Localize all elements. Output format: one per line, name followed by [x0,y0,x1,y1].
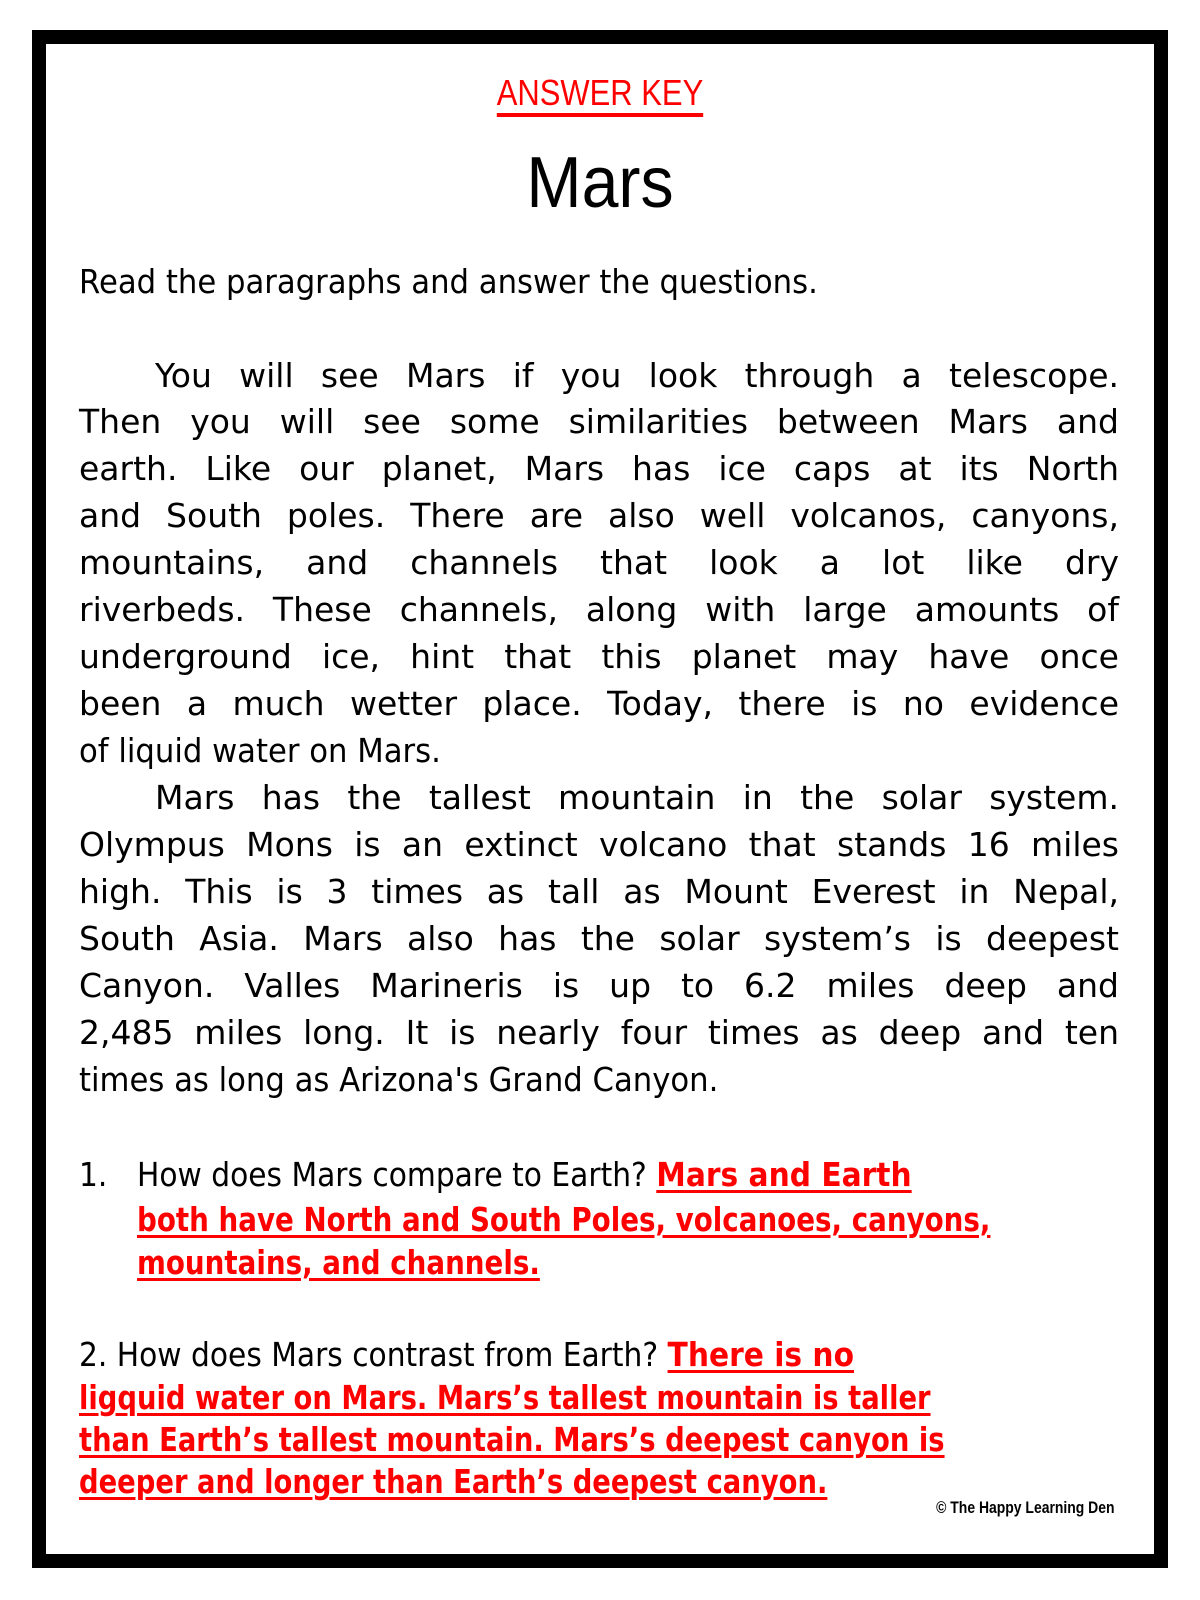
paragraph-line: underground ice, hint that this planet may have once [79,637,1119,676]
paragraph-line: high. This is 3 times as tall as Mount Everest in Nepal, [79,872,1119,911]
paragraph-line: riverbeds. These channels, along with large amounts of [79,590,1119,629]
paragraph-line: of liquid water on Mars. [79,731,441,770]
question-prompt: How does Mars compare to Earth? [137,1155,647,1194]
answer-text: both have North and South Poles, volcanoes, canyons, [137,1200,991,1239]
paragraph-line: mountains, and channels that look a lot like dry [79,543,1119,582]
paragraph-line: Mars has the tallest mountain in the solar system. [155,778,1119,817]
paragraph-line: earth. Like our planet, Mars has ice caps at its North [79,449,1119,488]
answer-key-label [84,72,1116,117]
paragraph-line: 2,485 miles long. It is nearly four times as deep and ten [79,1013,1119,1052]
answer-text: ligquid water on Mars. Mars’s tallest mountain is taller [79,1378,931,1417]
copyright-footer: © The Happy Learning Den [935,1498,1114,1517]
paragraph-line: been a much wetter place. Today, there is no evidence [79,684,1119,723]
paragraph-line: times as long as Arizona's Grand Canyon. [79,1060,719,1099]
paragraph-line: South Asia. Mars also has the solar system’s is deepest [79,919,1119,958]
answer-key-text: ANSWER KEY [497,73,703,117]
question-number: 2. [79,1335,108,1374]
question-number: 1. [79,1155,108,1194]
instructions: Read the paragraphs and answer the questions. [79,262,818,301]
paragraph-line: You will see Mars if you look through a telescope. [155,356,1119,395]
page-title: Mars [526,143,674,223]
answer-text: mountains, and channels. [137,1243,540,1282]
answer-text: There is no [667,1335,854,1374]
question-prompt: How does Mars contrast from Earth? [116,1335,659,1374]
paragraph-line: Then you will see some similarities between Mars and [79,402,1119,441]
paragraph-line: Olympus Mons is an extinct volcano that stands 16 miles [79,825,1119,864]
question-text [79,1335,854,1375]
question-text [137,1155,912,1195]
answer-text: Mars and Earth [656,1155,912,1194]
paragraph-line: and South poles. There are also well volcanos, canyons, [79,496,1119,535]
paragraph-line: Canyon. Valles Marineris is up to 6.2 miles deep and [79,966,1119,1005]
answer-text: deeper and longer than Earth’s deepest canyon. [79,1462,828,1501]
answer-text: than Earth’s tallest mountain. Mars’s deepest canyon is [79,1420,945,1459]
